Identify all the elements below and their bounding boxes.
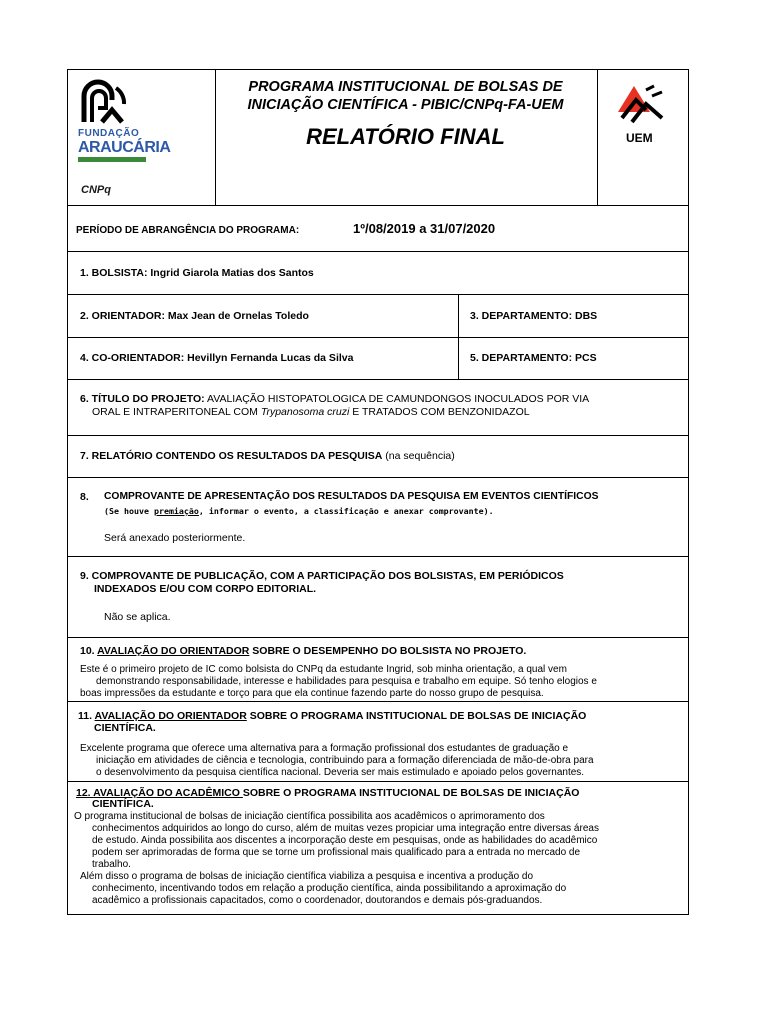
apresentacao-answer: Será anexado posteriormente. [104, 532, 246, 544]
publicacao-label [80, 570, 564, 596]
titulo-field [80, 393, 680, 419]
titulo-label: 6. TÍTULO DO PROJETO: [80, 393, 205, 405]
page-title: RELATÓRIO FINAL [306, 124, 505, 149]
relatorio-row [68, 436, 688, 478]
avaliacao-academico-text [74, 811, 684, 907]
departamento-pcs-field: 5. DEPARTAMENTO: PCS [470, 352, 597, 364]
avaliacao-bolsista-line3: boas impressões da estudante e torço para que ela continue fazendo parte do nosso grupo de pesquisa. [80, 688, 544, 699]
avaliacao-bolsista-label [80, 645, 526, 657]
avaliacao-bolsista-label-underlined: AVALIAÇÃO DO ORIENTADOR [97, 645, 250, 657]
coorientador-field: 4. CO-ORIENTADOR: Hevillyn Fernanda Lucas da Silva [80, 352, 354, 364]
apresentacao-row [68, 478, 688, 557]
avaliacao-academico-p1-line4: podem ser aprimoradas de forma que se torne um profissional mais qualificado para a entrada no mercado de [92, 847, 581, 858]
avaliacao-programa-row [68, 702, 688, 782]
periodo-value: 1º/08/2019 a 31/07/2020 [353, 221, 496, 236]
apresentacao-note-a: (Se houve [104, 506, 154, 516]
avaliacao-bolsista-number: 10. [80, 645, 98, 657]
avaliacao-bolsista-row [68, 638, 688, 702]
apresentacao-label: COMPROVANTE DE APRESENTAÇÃO DOS RESULTADOS DA PESQUISA EM EVENTOS CIENTÍFICOS [104, 491, 599, 502]
orientador-row [68, 295, 688, 338]
apresentacao-number: 8. [80, 491, 89, 503]
relatorio-field [80, 450, 455, 462]
apresentacao-note-b: , informar o evento, a classificação e anexar comprovante). [198, 506, 494, 516]
avaliacao-bolsista-line1: Este é o primeiro projeto de IC como bolsista do CNPq da estudante Ingrid, sob minha orientação, a qual vem [80, 664, 567, 675]
publicacao-row [68, 557, 688, 638]
coorientador-row [68, 338, 688, 380]
titulo-text-c: E TRATADOS COM BENZONIDAZOL [349, 406, 530, 418]
avaliacao-programa-text [80, 743, 685, 779]
relatorio-note: (na sequência) [382, 450, 455, 462]
avaliacao-bolsista-line2: demonstrando responsabilidade, interesse e habilidades para pesquisa e trabalho em equipe. Só tenho elogios e [96, 676, 597, 687]
avaliacao-academico-label [76, 788, 579, 810]
report-form [67, 69, 689, 915]
avaliacao-programa-label-line2: CIENTÍFICA. [94, 722, 156, 734]
avaliacao-programa-number: 11. [78, 710, 95, 722]
apresentacao-note [104, 506, 494, 516]
uem-logo-icon [616, 82, 664, 126]
titulo-row [68, 380, 688, 436]
cnpq-logo-icon [78, 78, 130, 126]
avaliacao-academico-p1-line1: O programa institucional de bolsas de iniciação científica possibilita aos acadêmicos o aprimoramento dos [74, 811, 545, 822]
program-title-line2: INICIAÇÃO CIENTÍFICA - PIBIC/CNPq-FA-UEM [247, 97, 564, 113]
apresentacao-note-premiacao: premiação [153, 506, 199, 516]
avaliacao-programa-label-rest: SOBRE O PROGRAMA INSTITUCIONAL DE BOLSAS DE INICIAÇÃO [246, 710, 587, 722]
avaliacao-academico-p2-line2: conhecimento, incentivando todos em relação a produção científica, ainda possibilitando a aproximação do [92, 883, 567, 894]
avaliacao-academico-p1-line2: conhecimentos adquiridos ao longo do curso, além de muitas vezes propiciar uma integração entre diversas áreas [92, 823, 599, 834]
avaliacao-academico-p2-line1: Além disso o programa de bolsas de iniciação científica viabiliza a pesquisa e incentiva a produção do [80, 871, 534, 882]
avaliacao-programa-line1: Excelente programa que oferece uma alternativa para a formação profissional dos estudantes de graduação e [80, 743, 569, 754]
titulo-text-a: AVALIAÇÃO HISTOPATOLOGICA DE CAMUNDONGOS INOCULADOS POR VIA [204, 393, 590, 405]
titulo-species: Trypanosoma cruzi [260, 406, 350, 418]
fundacao-araucaria-logo [78, 128, 171, 180]
avaliacao-bolsista-text [80, 664, 685, 700]
relatorio-label: 7. RELATÓRIO CONTENDO OS RESULTADOS DA PESQUISA [80, 450, 383, 462]
avaliacao-academico-row [68, 782, 688, 914]
avaliacao-bolsista-label-rest: SOBRE O DESEMPENHO DO BOLSISTA NO PROJETO. [249, 645, 527, 657]
fundacao-main-label: ARAUCÁRIA [78, 139, 171, 156]
publicacao-label-line2: INDEXADOS E/OU COM CORPO EDITORIAL. [94, 583, 317, 595]
orientador-field: 2. ORIENTADOR: Max Jean de Ornelas Toledo [80, 310, 309, 322]
avaliacao-academico-number: 12. [76, 787, 94, 799]
periodo-label: PERÍODO DE ABRANGÊNCIA DO PROGRAMA: [76, 225, 300, 236]
avaliacao-programa-line3: o desenvolvimento da pesquisa científica nacional. Deveria ser mais estimulado e apoiado pelos governantes. [96, 767, 585, 778]
program-title [218, 78, 593, 114]
avaliacao-programa-label-underlined: AVALIAÇÃO DO ORIENTADOR [94, 710, 247, 722]
program-title-line1: PROGRAMA INSTITUCIONAL DE BOLSAS DE [248, 79, 563, 95]
avaliacao-programa-label [78, 710, 586, 734]
header-row [68, 70, 688, 206]
avaliacao-academico-p2-line3: acadêmico a profissionais capacitados, como o coordenador, doutorandos e demais pós-graduandos. [92, 895, 543, 906]
cnpq-label: CNPq [81, 184, 111, 196]
avaliacao-academico-label-underlined: AVALIAÇÃO DO ACADÊMICO [93, 787, 243, 799]
fundacao-green-bar [78, 157, 146, 162]
avaliacao-programa-line2: iniciação em atividades de ciência e tecnologia, contribuindo para a formação diferenciada de mão-de-obra para [96, 755, 594, 766]
fundacao-top-label: FUNDAÇÃO [78, 128, 140, 139]
avaliacao-academico-p1-line3: de estudo. Ainda possibilita aos discentes a incorporação deste em pesquisas, onde as habilidades do acadêmico [92, 835, 598, 846]
avaliacao-academico-p1-line5: trabalho. [92, 859, 131, 870]
departamento-dbs-field: 3. DEPARTAMENTO: DBS [470, 310, 598, 322]
publicacao-label-line1: 9. COMPROVANTE DE PUBLICAÇÃO, COM A PARTICIPAÇÃO DOS BOLSISTAS, EM PERIÓDICOS [80, 570, 564, 582]
bolsista-field: 1. BOLSISTA: Ingrid Giarola Matias dos Santos [80, 267, 314, 279]
uem-label: UEM [626, 131, 653, 145]
avaliacao-academico-label-line2: CIENTÍFICA. [92, 798, 154, 810]
avaliacao-academico-label-rest: SOBRE O PROGRAMA INSTITUCIONAL DE BOLSAS DE INICIAÇÃO [242, 787, 580, 799]
bolsista-row [68, 252, 688, 295]
publicacao-answer: Não se aplica. [104, 611, 171, 623]
titulo-text-b: ORAL E INTRAPERITONEAL COM [92, 406, 261, 418]
periodo-row [68, 206, 688, 252]
